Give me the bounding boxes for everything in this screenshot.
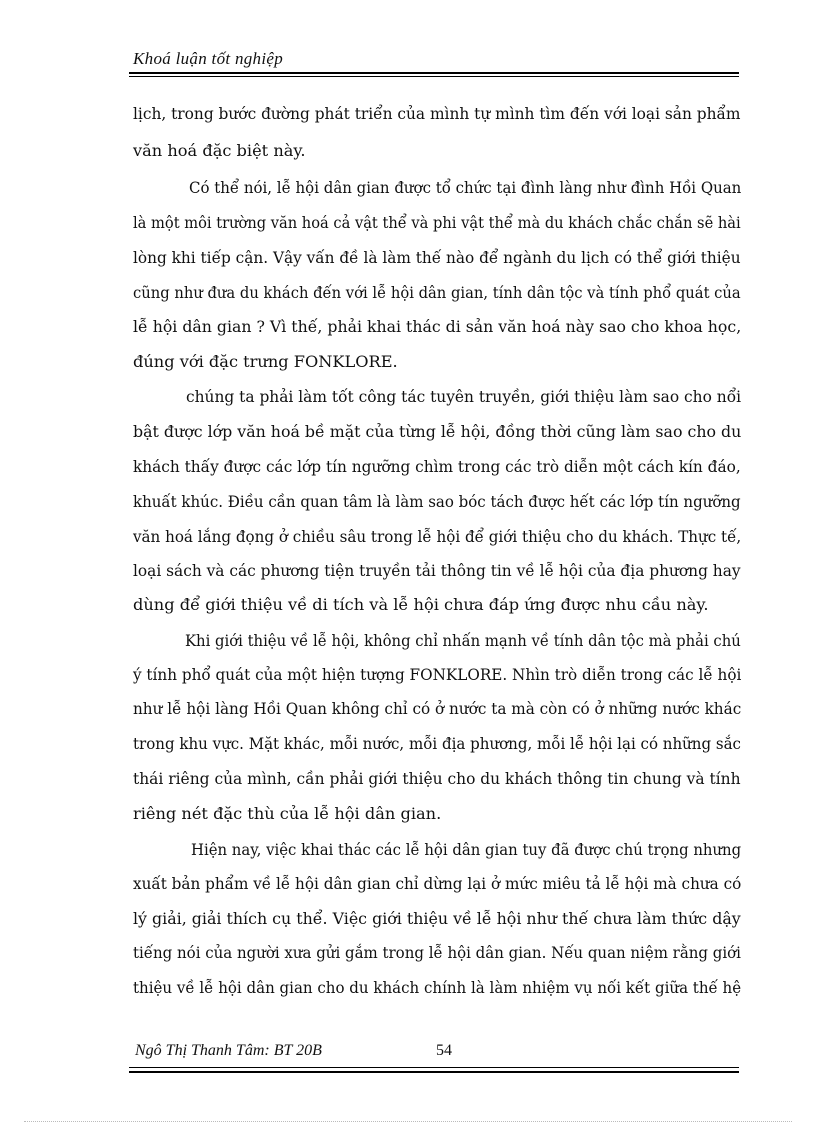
- text-line: khuất khúc. Điều cần quan tâm là làm sao bóc tách được hết các lớp tín ngưỡng: [133, 492, 741, 511]
- text-line: lịch, trong bước đường phát triển của mình tự mình tìm đến với loại sản phẩm: [133, 104, 741, 123]
- footer-author: Ngô Thị Thanh Tâm: BT 20B: [135, 1042, 322, 1059]
- text-line: cũng như đưa du khách đến với lễ hội dân gian, tính dân tộc và tính phổ quát của: [133, 283, 741, 302]
- text-line: Khi giới thiệu về lễ hội, không chỉ nhấn mạnh về tính dân tộc mà phải chú: [185, 631, 741, 650]
- text-line: trong khu vực. Mặt khác, mỗi nước, mỗi địa phương, mỗi lễ hội lại có những sắc: [133, 734, 741, 753]
- footer-rule-thick: [129, 1071, 739, 1073]
- text-line: Có thể nói, lễ hội dân gian được tổ chức tại đình làng như đình Hồi Quan: [189, 178, 742, 197]
- text-line: Hiện nay, việc khai thác các lễ hội dân gian tuy đã được chú trọng nhưng: [191, 840, 742, 859]
- text-line: ý tính phổ quát của một hiện tượng FONKLORE. Nhìn trò diễn trong các lễ hội: [133, 665, 742, 684]
- footer-rule-thin: [129, 1067, 739, 1068]
- running-header-title: Khoá luận tốt nghiệp: [133, 49, 284, 68]
- text-line: chúng ta phải làm tốt công tác tuyên truyền, giới thiệu làm sao cho nổi: [186, 387, 742, 406]
- text-line: đúng với đặc trưng FONKLORE.: [133, 352, 398, 371]
- text-line: tiếng nói của người xưa gửi gắm trong lễ hội dân gian. Nếu quan niệm rằng giới: [133, 943, 741, 962]
- page-number: 54: [436, 1042, 452, 1059]
- header-rule-thick: [129, 72, 739, 74]
- text-line: bật được lớp văn hoá bề mặt của từng lễ hội, đồng thời cũng làm sao cho du: [133, 422, 742, 441]
- text-line: lý giải, giải thích cụ thể. Việc giới thiệu về lễ hội như thế chưa làm thức dậy: [133, 909, 741, 928]
- text-line: thiệu về lễ hội dân gian cho du khách chính là làm nhiệm vụ nối kết giữa thế hệ: [133, 978, 742, 997]
- text-line: riêng nét đặc thù của lễ hội dân gian.: [133, 804, 442, 823]
- text-line: xuất bản phẩm về lễ hội dân gian chỉ dừng lại ở mức miêu tả lễ hội mà chưa có: [133, 874, 742, 893]
- text-line: văn hoá lắng đọng ở chiều sâu trong lễ hội để giới thiệu cho du khách. Thực tế,: [133, 527, 742, 546]
- text-line: dùng để giới thiệu về di tích và lễ hội chưa đáp ứng được nhu cầu này.: [133, 595, 709, 614]
- text-line: như lễ hội làng Hồi Quan không chỉ có ở nước ta mà còn có ở những nước khác: [133, 699, 742, 718]
- text-line: lễ hội dân gian ? Vì thế, phải khai thác di sản văn hoá này sao cho khoa học,: [133, 317, 742, 336]
- text-line: lòng khi tiếp cận. Vậy vấn đề là làm thế nào để ngành du lịch có thể giới thiệu: [133, 248, 741, 267]
- header-rule-thin: [129, 76, 739, 77]
- text-line: là một môi trường văn hoá cả vật thể và phi vật thể mà du khách chắc chắn sẽ hài: [133, 213, 741, 232]
- text-line: loại sách và các phương tiện truyền tải thông tin về lễ hội của địa phương hay: [133, 561, 741, 580]
- text-line: văn hoá đặc biệt này.: [133, 141, 306, 160]
- page-edge-dotted: [24, 1121, 792, 1122]
- text-line: thái riêng của mình, cần phải giới thiệu cho du khách thông tin chung và tính: [133, 769, 741, 788]
- text-line: khách thấy được các lớp tín ngưỡng chìm trong các trò diễn một cách kín đáo,: [133, 457, 741, 476]
